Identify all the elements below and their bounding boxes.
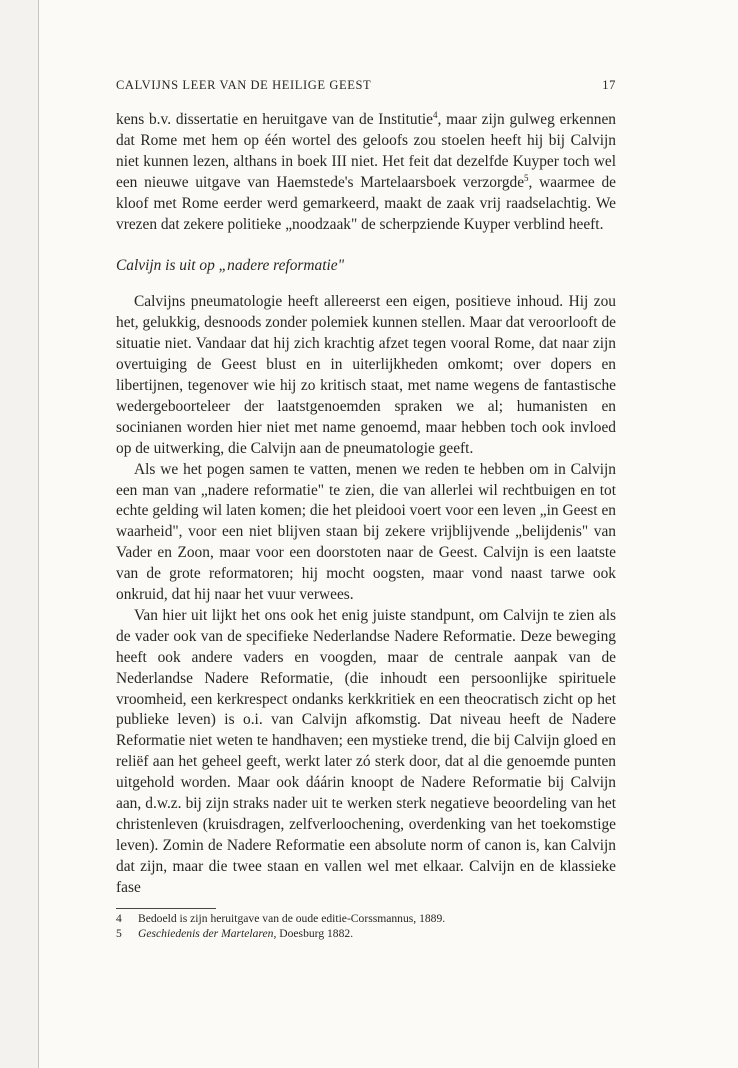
text-run: , maar zijn gulweg erkennen dat Rome met hem op één wortel des geloofs zou stoelen heeft hij bij Calvijn niet kunnen lezen, althans in boek III niet. Het feit dat dezelfde Kuyper toch wel een nieuwe uitgave van Haemstede's Martelaarsboek verzorgde: [116, 111, 616, 191]
footnote-number: 4: [116, 912, 122, 925]
paragraph: Calvijns pneumatologie heeft allereerst een eigen, positieve inhoud. Hij zou het, gelukkig, desnoods zonder polemiek kunnen stellen. Maar dat veroorlooft de situatie niet. Vandaar dat hij zich krachtig afzet tegen vooral Rome, dat naar zijn overtuiging de Geest blust en in uiterlijkheden omkomt; over dopers en libertijnen, tegenover wie hij zo kritisch staat, met name wegens de fantastische wedergeboorteleer der laatstgenoemden spraken we al; humanisten en socinianen worden hier niet met name genoemd, maar hebben toch ook invloed op de uitwerking, die Calvijn aan de pneumatologie geeft.: [116, 293, 616, 457]
footnote-5: [116, 927, 636, 942]
footnote-divider: [116, 908, 216, 909]
footnote-number: 5: [116, 926, 122, 940]
text-run: , waarmee de kloof met Rome eerder werd gemarkeerd, maakt de zaak vrij raadselachtig. We vrezen dat zekere politieke „noodzaak" de scherpziende Kuyper verblind heeft.: [116, 173, 616, 233]
footnote-ref-4: 4: [433, 109, 438, 120]
footnote-text: Bedoeld is zijn heruitgave van de oude editie-Corssmannus, 1889.: [138, 912, 446, 925]
paragraph: Van hier uit lijkt het ons ook het enig juiste standpunt, om Calvijn te zien als de vader ook van de specifieke Nederlandse Nadere Reformatie. Deze beweging heeft ook andere vaders en voogden, maar de centrale aanpak van de Nederlandse Nadere Reformatie, (die inhoudt een persoonlijke spirituele vroomheid, een kerkrespect ondanks kerkkritiek en een theocratisch zicht op het publieke leven) is o.i. van Calvijn afkomstig. Dat niveau heeft de Nadere Reformatie niet weten te handhaven; een mystieke trend, die bij Calvijn gloed en reliëf aan het geheel geeft, werkt later zó sterk door, dat al die genoemde punten uitgehold worden. Maar ook dáárin knoopt de Nadere Reformatie bij Calvijn aan, d.w.z. bij zijn straks nader uit te werken sterk negatieve beoordeling van het christenleven (kruisdragen, zelfverloochening, overdenking van het toekomstige leven). Zomin de Nadere Reformatie een absolute norm of canon is, kan Calvijn dat zijn, maar die twee staan en vallen wel met elkaar. Calvijn en de klassieke fase: [116, 606, 616, 896]
footnote-title: Geschiedenis der Martelaren,: [138, 926, 277, 940]
section-heading: Calvijn is uit op „nadere reformatie": [116, 257, 345, 275]
footnote-ref-5: 5: [524, 172, 529, 183]
paragraph-continuation: [116, 110, 616, 235]
footnote-text: Doesburg 1882.: [276, 926, 354, 940]
text-run: kens b.v. dissertatie en heruitgave van de Institutie: [116, 111, 434, 128]
page-number: 17: [602, 78, 616, 92]
paragraph: Als we het pogen samen te vatten, menen we reden te hebben om in Calvijn een man van „nadere reformatie" te zien, die van allerlei wil rechtbuigen en tot echte gelding wil laten komen; die het pleidooi voert voor een leven „in Geest en waarheid", voor een niet blijven staan bij zekere vrijblijvende „belijdenis" van Vader en Zoon, maar voor een doorstoten naar de Geest. Calvijn is een laatste van de grote reformatoren; hij mocht oogsten, maar vond naast tarwe ook onkruid, dat hij naar het vuur verwees.: [116, 460, 616, 604]
running-header: [116, 78, 616, 93]
main-text: [116, 110, 616, 899]
running-title: CALVIJNS LEER VAN DE HEILIGE GEEST: [116, 78, 372, 92]
footnote-4: [116, 912, 636, 927]
footnotes: [116, 912, 636, 941]
